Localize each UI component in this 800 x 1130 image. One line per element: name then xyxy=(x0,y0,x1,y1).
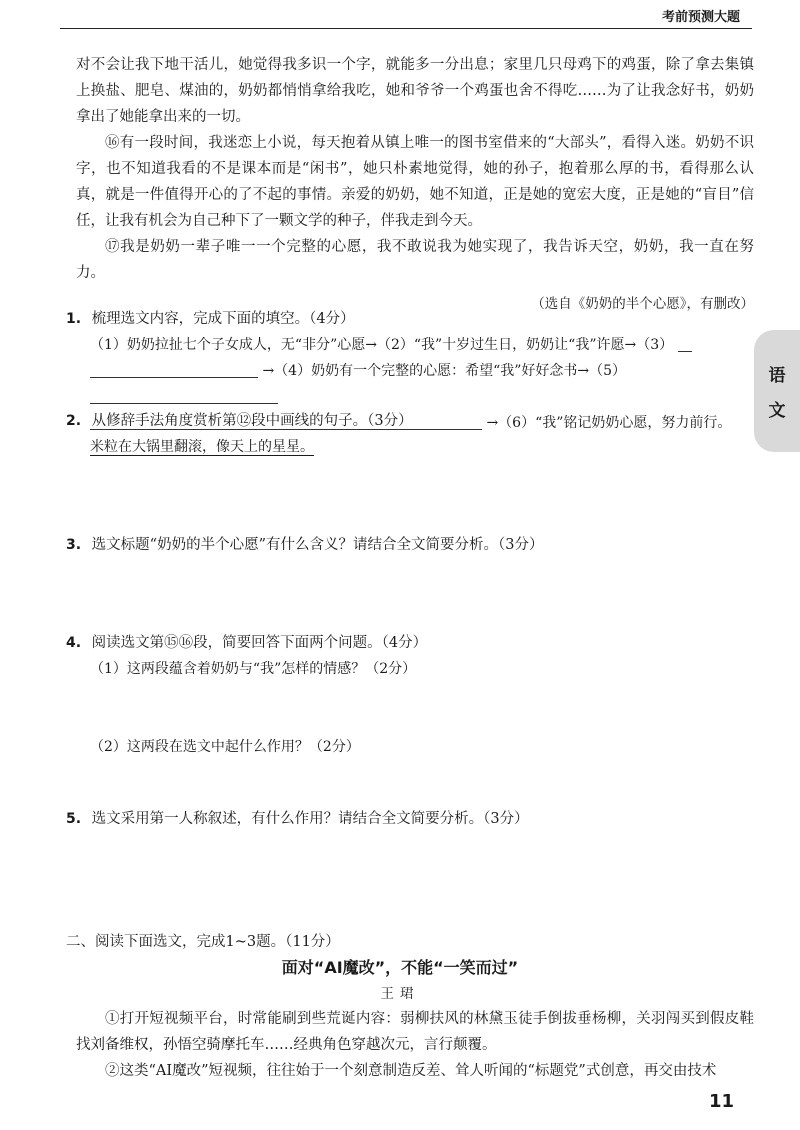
header-rule xyxy=(60,28,752,29)
question-stem: 从修辞手法角度赏析第⑫段中画线的句子。（3分） xyxy=(91,413,413,429)
page-number: 11 xyxy=(708,1091,734,1112)
article-author: 王珺 xyxy=(380,986,420,1002)
answer-blank-5a[interactable] xyxy=(90,385,278,404)
passage-paragraph-15-continued: 对不会让我下地干活儿，她觉得我多识一个字，就能多一分出息；家里几只母鸡下的鸡蛋，除了拿去集镇上换盐、肥皂、煤油的，奶奶都悄悄拿给我吃，她和爷爷一个鸡蛋也舍不得吃……为了让我念好书，奶奶拿出了她能拿出来的一切。 xyxy=(76,57,754,125)
underlined-sentence: 米粒在大锅里翻滚，像天上的星星。 xyxy=(90,439,314,455)
question-4 xyxy=(66,630,756,760)
question-number: 4. xyxy=(66,635,82,651)
side-tab-char: 文 xyxy=(768,401,786,421)
article-body xyxy=(76,1006,754,1084)
question-number: 5. xyxy=(66,811,82,827)
passage-block xyxy=(76,52,754,316)
question-stem: 选文标题“奶奶的半个心愿”有什么含义？请结合全文简要分析。（3分） xyxy=(91,537,544,553)
fill-text: （1）奶奶拉扯七个子女成人，无“非分”心愿→（2）“我”十岁过生日，奶奶让“我”许愿→（3） xyxy=(90,337,674,353)
question-number: 1. xyxy=(66,311,82,327)
passage-source: （选自《奶奶的半个心愿》，有删改） xyxy=(531,296,754,312)
question-4-sub-2: （2）这两段在选文中起什么作用？（2分） xyxy=(90,739,360,755)
passage-paragraph-16: ⑯有一段时间，我迷恋上小说，每天抱着从镇上唯一的图书室借来的“大部头”，看得入迷。奶奶不识字，也不知道我看的不是课本而是“闲书”，她只朴素地觉得，她的孙子，抱着那么厚的书，看得那么认真，就是一件值得开心的了不起的事情。亲爱的奶奶，她不知道，正是她的宽宏大度，正是她的“盲目”信任，让我有机会为自己种下了一颗文学的种子，伴我走到今天。 xyxy=(76,135,754,229)
question-4-sub-1: （1）这两段蕴含着奶奶与“我”怎样的情感？（2分） xyxy=(90,661,417,677)
question-2 xyxy=(66,408,756,460)
fill-text: →（6）“我”铭记奶奶心愿，努力前行。 xyxy=(486,415,732,431)
answer-blank-3a[interactable] xyxy=(678,333,692,352)
article-paragraph-2: ②这类“AI魔改”短视频，往往始于一个刻意制造反差、耸人听闻的“标题党”式创意，再交由技术 xyxy=(105,1063,717,1079)
question-3 xyxy=(66,532,756,558)
header-title: 考前预测大题 xyxy=(661,10,740,25)
question-number: 2. xyxy=(66,413,82,429)
side-tab-char: 语 xyxy=(768,366,786,386)
section-2-heading: 二、阅读下面选文，完成1~3题。（11分） xyxy=(66,934,340,950)
answer-blank-3b[interactable] xyxy=(90,359,258,378)
article-title: 面对“AI魔改”，不能“一笑而过” xyxy=(281,958,519,977)
question-1-line-1 xyxy=(66,332,756,358)
question-number: 3. xyxy=(66,537,82,553)
passage-paragraph-17: ⑰我是奶奶一辈子唯一一个完整的心愿，我不敢说我为她实现了，我告诉天空，奶奶，我一直在努力。 xyxy=(76,239,754,281)
question-5 xyxy=(66,806,756,832)
question-1-line-2 xyxy=(66,358,756,410)
subject-side-tab xyxy=(754,330,800,452)
question-stem: 梳理选文内容，完成下面的填空。（4分） xyxy=(91,311,355,327)
question-stem: 阅读选文第⑮⑯段，简要回答下面两个问题。（4分） xyxy=(91,635,428,651)
question-stem: 选文采用第一人称叙述，有什么作用？请结合全文简要分析。（3分） xyxy=(91,811,529,827)
fill-text: →（4）奶奶有一个完整的心愿：希望“我”好好念书→（5） xyxy=(262,363,627,379)
article-paragraph-1: ①打开短视频平台，时常能刷到些荒诞内容：弱柳扶风的林黛玉徒手倒拔垂杨柳，关羽闯买到假皮鞋找刘备维权，孙悟空骑摩托车……经典角色穿越次元，言行颠覆。 xyxy=(76,1011,754,1053)
